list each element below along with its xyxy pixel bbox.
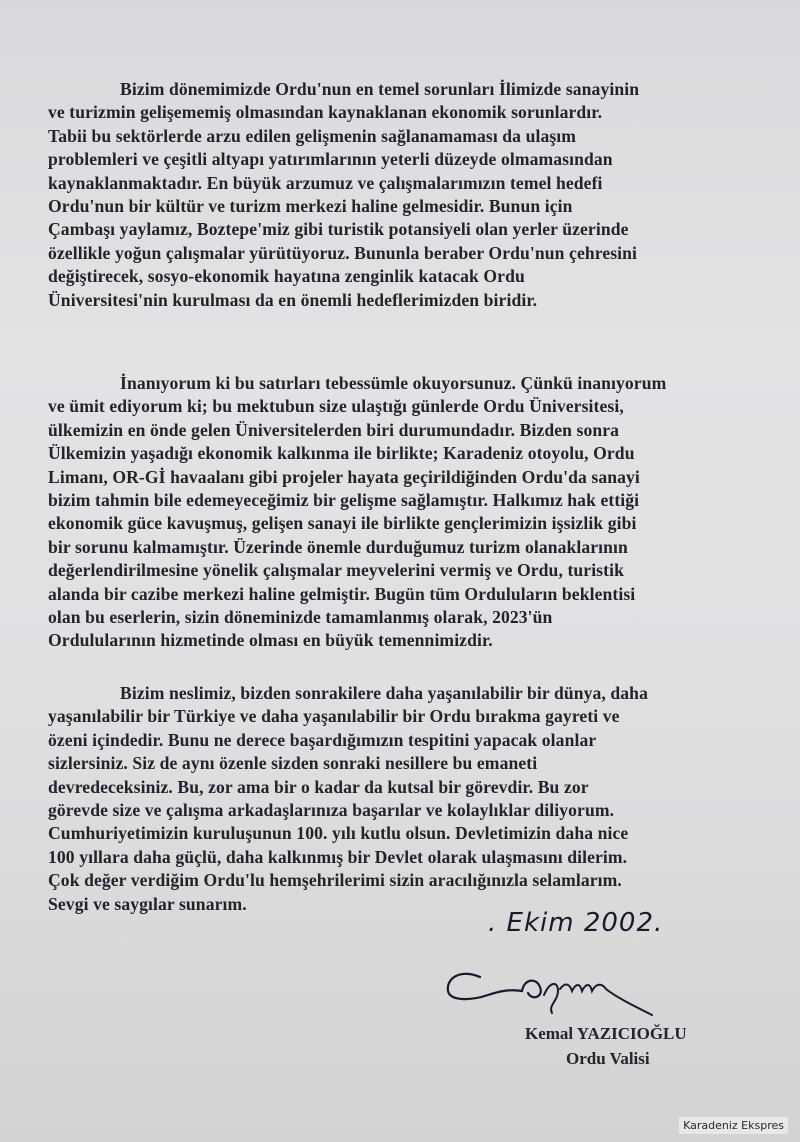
- text-line: Çambaşı yaylamız, Boztepe'miz gibi turistik potansiyeli olan yerler üzerinde: [48, 219, 629, 240]
- text-line: özellikle yoğun çalışmalar yürütüyoruz. Bununla beraber Ordu'nun çehresini: [48, 242, 638, 263]
- text-line: Sevgi ve saygılar sunarım.: [48, 893, 247, 914]
- text-line: bir sorunu kalmamıştır. Üzerinde önemle durduğumuz turizm olanaklarının: [48, 536, 628, 557]
- signatory-name: Kemal YAZICIOĞLU: [525, 1024, 687, 1043]
- text-line: ve turizmin gelişememiş olmasından kaynaklanan ekonomik sorunlardır.: [48, 102, 603, 123]
- paragraph-1: [48, 78, 753, 312]
- paragraph-3: [48, 682, 753, 916]
- text-line: alanda bir cazibe merkezi haline gelmiştir. Bugün tüm Orduluların beklentisi: [48, 583, 636, 604]
- handwritten-signature: [440, 955, 670, 1025]
- paragraph-2: [48, 372, 753, 653]
- text-line: özeni içindedir. Bunu ne derece başardığımızın tespitini yapacak olanlar: [48, 729, 597, 750]
- text-line: yaşanılabilir bir Türkiye ve daha yaşanılabilir bir Ordu bırakma gayreti ve: [48, 706, 620, 727]
- source-watermark: Karadeniz Ekspres: [679, 1117, 788, 1134]
- text-line: devredeceksiniz. Bu, zor ama bir o kadar da kutsal bir görevdir. Bu zor: [48, 776, 589, 797]
- text-line: Bizim neslimiz, bizden sonrakilere daha yaşanılabilir bir dünya, daha: [120, 683, 648, 703]
- text-line: Ülkemizin yaşadığı ekonomik kalkınma ile birlikte; Karadeniz otoyolu, Ordu: [48, 443, 635, 464]
- text-line: sizlersiniz. Siz de aynı özenle sizden sonraki nesillere bu emaneti: [48, 753, 538, 774]
- text-line: Çok değer verdiğim Ordu'lu hemşehrilerimi sizin aracılığınızla selamlarım.: [48, 870, 622, 891]
- text-line: görevde size ve çalışma arkadaşlarınıza başarılar ve kolaylıklar diliyorum.: [48, 800, 615, 821]
- text-line: Cumhuriyetimizin kuruluşunun 100. yılı kutlu olsun. Devletimizin daha nice: [48, 823, 629, 844]
- text-line: Ordu'nun bir kültür ve turizm merkezi haline gelmesidir. Bunun için: [48, 196, 573, 217]
- text-line: kaynaklanmaktadır. En büyük arzumuz ve çalışmalarımızın temel hedefi: [48, 172, 603, 193]
- text-line: olan bu eserlerin, sizin döneminizde tamamlanmış olarak, 2023'ün: [48, 607, 553, 628]
- text-line: problemleri ve çeşitli altyapı yatırımlarının yeterli düzeyde olmamasından: [48, 149, 613, 170]
- text-line: Bizim dönemimizde Ordu'nun en temel sorunları İlimizde sanayinin: [120, 79, 640, 99]
- text-line: değerlendirilmesine yönelik çalışmalar meyvelerini vermiş ve Ordu, turistik: [48, 560, 624, 581]
- text-line: Limanı, OR-Gİ havaalanı gibi projeler hayata geçirildiğinden Ordu'da sanayi: [48, 466, 640, 487]
- text-line: değiştirecek, sosyo-ekonomik hayatına zenginlik katacak Ordu: [48, 266, 525, 287]
- text-line: bizim tahmin bile edemeyeceğimiz bir gelişme sağlamıştır. Halkımız hak ettiği: [48, 490, 640, 511]
- text-line: Tabii bu sektörlerde arzu edilen gelişmenin sağlanamaması da ulaşım: [48, 125, 577, 146]
- signatory-title: Ordu Valisi: [566, 1049, 650, 1068]
- text-line: ve ümit ediyorum ki; bu mektubun size ulaştığı günlerde Ordu Üniversitesi,: [48, 396, 624, 417]
- text-line: Üniversitesi'nin kurulması da en önemli hedeflerimizden biridir.: [48, 289, 538, 310]
- text-line: 100 yıllara daha güçlü, daha kalkınmış bir Devlet olarak ulaşmasını dilerim.: [48, 846, 628, 867]
- handwritten-date: . Ekim 2002.: [488, 908, 664, 938]
- text-line: ekonomik güce kavuşmuş, gelişen sanayi ile birlikte gençlerimizin işsizlik gibi: [48, 513, 637, 534]
- text-line: İnanıyorum ki bu satırları tebessümle okuyorsunuz. Çünkü inanıyorum: [120, 373, 667, 393]
- text-line: Ordulularının hizmetinde olması en büyük temennimizdir.: [48, 630, 493, 651]
- text-line: ülkemizin en önde gelen Üniversitelerden biri durumundadır. Bizden sonra: [48, 419, 620, 440]
